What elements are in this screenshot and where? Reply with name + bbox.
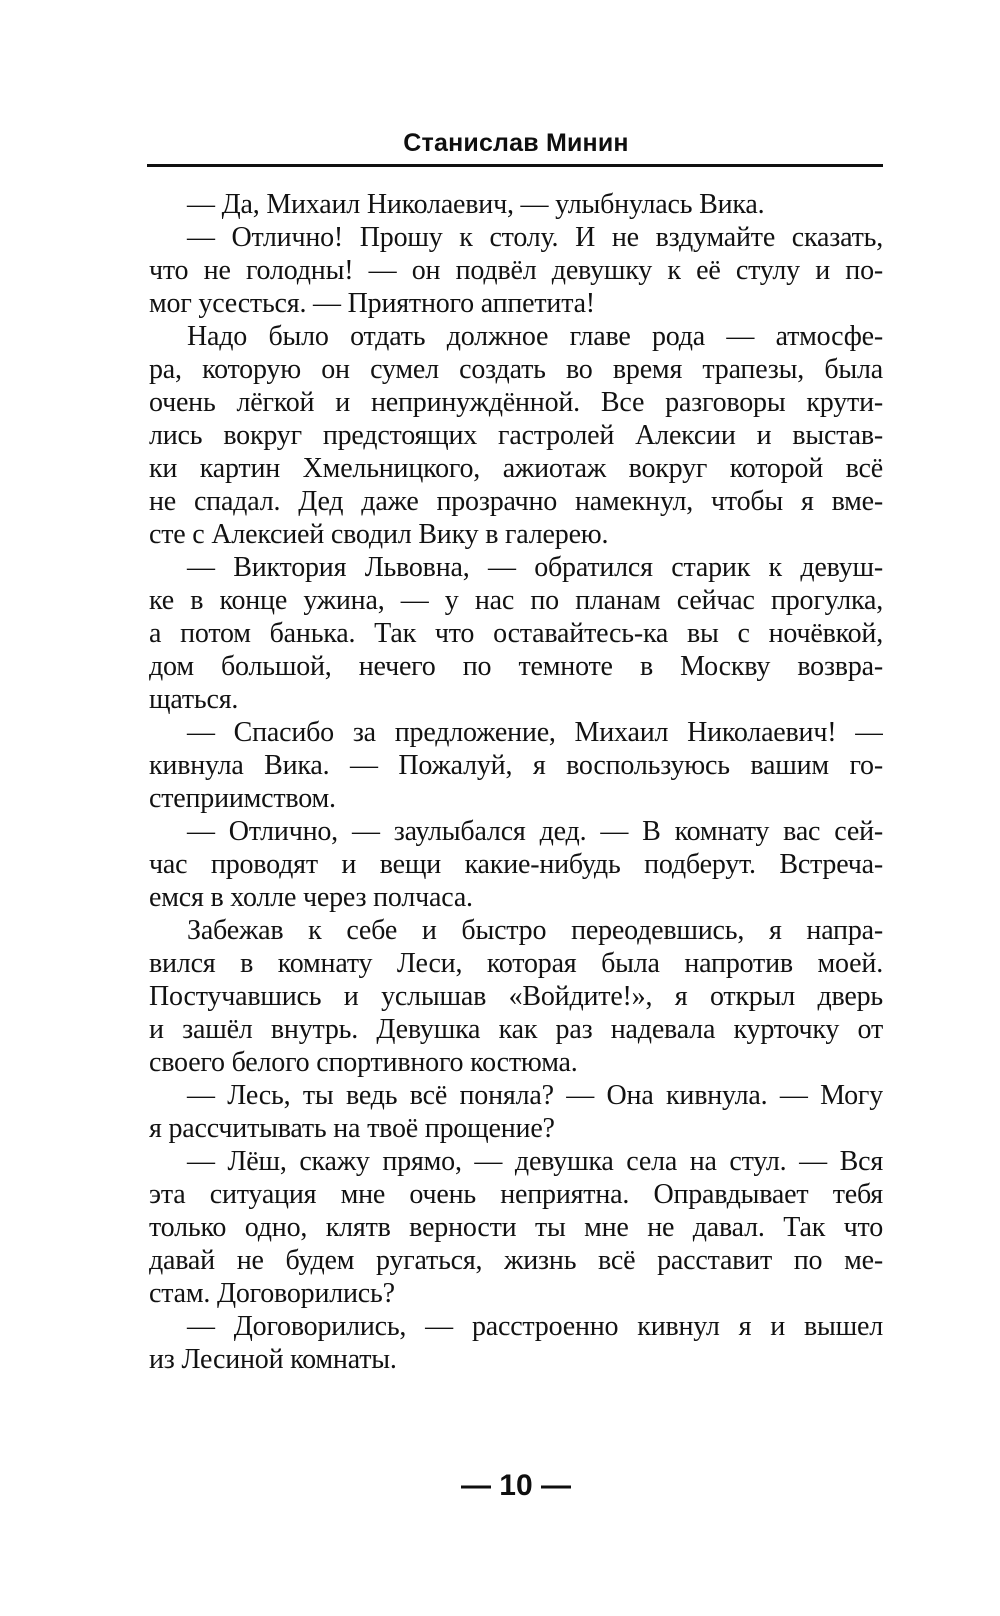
- text-line: кивнула Вика. — Пожалуй, я воспользуюсь вашим го-: [149, 750, 883, 781]
- text-line: своего белого спортивного костюма.: [149, 1047, 578, 1078]
- text-line: и зашёл внутрь. Девушка как раз надевала курточку от: [149, 1014, 883, 1045]
- text-line: не спадал. Дед даже прозрачно намекнул, чтобы я вме-: [149, 486, 883, 517]
- page-number: — 10 —: [460, 1469, 572, 1502]
- page-header-author: Станислав Минин: [403, 129, 629, 157]
- text-line: дом большой, нечего по темноте в Москву возвра-: [149, 651, 883, 682]
- body-text: [149, 188, 883, 1376]
- text-line: стам. Договорились?: [149, 1278, 395, 1309]
- text-line: степриимством.: [149, 783, 336, 814]
- text-line: что не голодны! — он подвёл девушку к её стулу и по-: [149, 255, 883, 286]
- text-line: ке в конце ужина, — у нас по планам сейчас прогулка,: [149, 585, 883, 616]
- text-line: — Спасибо за предложение, Михаил Николаевич! —: [187, 717, 883, 748]
- text-line: очень лёгкой и непринуждённой. Все разговоры крути-: [149, 387, 883, 418]
- text-line: Забежав к себе и быстро переодевшись, я напра-: [187, 915, 883, 946]
- text-line: из Лесиной комнаты.: [149, 1344, 397, 1375]
- text-line: ки картин Хмельницкого, ажиотаж вокруг которой всё: [149, 453, 883, 484]
- text-line: — Договорились, — расстроенно кивнул я и вышел: [187, 1311, 883, 1342]
- text-line: — Отлично, — заулыбался дед. — В комнату вас сей-: [187, 816, 883, 847]
- text-line: — Да, Михаил Николаевич, — улыбнулась Вика.: [187, 189, 765, 220]
- text-line: вился в комнату Леси, которая была напротив моей.: [149, 948, 883, 979]
- text-line: — Виктория Львовна, — обратился старик к девуш-: [187, 552, 883, 583]
- text-line: час проводят и вещи какие-нибудь подберут. Встреча-: [149, 849, 883, 880]
- text-line: — Лесь, ты ведь всё поняла? — Она кивнула. — Могу: [187, 1080, 883, 1111]
- text-line: эта ситуация мне очень неприятна. Оправдывает тебя: [149, 1179, 883, 1210]
- text-line: сте с Алексией сводил Вику в галерею.: [149, 519, 609, 550]
- text-line: мог усесться. — Приятного аппетита!: [149, 288, 595, 319]
- text-line: — Лёш, скажу прямо, — девушка села на стул. — Вся: [187, 1146, 883, 1177]
- text-line: ра, которую он сумел создать во время трапезы, была: [149, 354, 883, 385]
- text-line: лись вокруг предстоящих гастролей Алексии и выстав-: [149, 420, 883, 451]
- text-line: давай не будем ругаться, жизнь всё расставит по ме-: [149, 1245, 883, 1276]
- text-line: а потом банька. Так что оставайтесь-ка вы с ночёвкой,: [149, 618, 883, 649]
- text-line: только одно, клятв верности ты мне не давал. Так что: [149, 1212, 883, 1243]
- text-line: Надо было отдать должное главе рода — атмосфе-: [187, 321, 883, 352]
- text-line: я рассчитывать на твоё прощение?: [149, 1113, 555, 1144]
- text-line: щаться.: [149, 684, 239, 715]
- text-line: емся в холле через полчаса.: [149, 882, 473, 913]
- header-rule: [147, 164, 883, 167]
- text-line: Постучавшись и услышав «Войдите!», я открыл дверь: [149, 981, 883, 1012]
- text-line: — Отлично! Прошу к столу. И не вздумайте сказать,: [187, 222, 883, 253]
